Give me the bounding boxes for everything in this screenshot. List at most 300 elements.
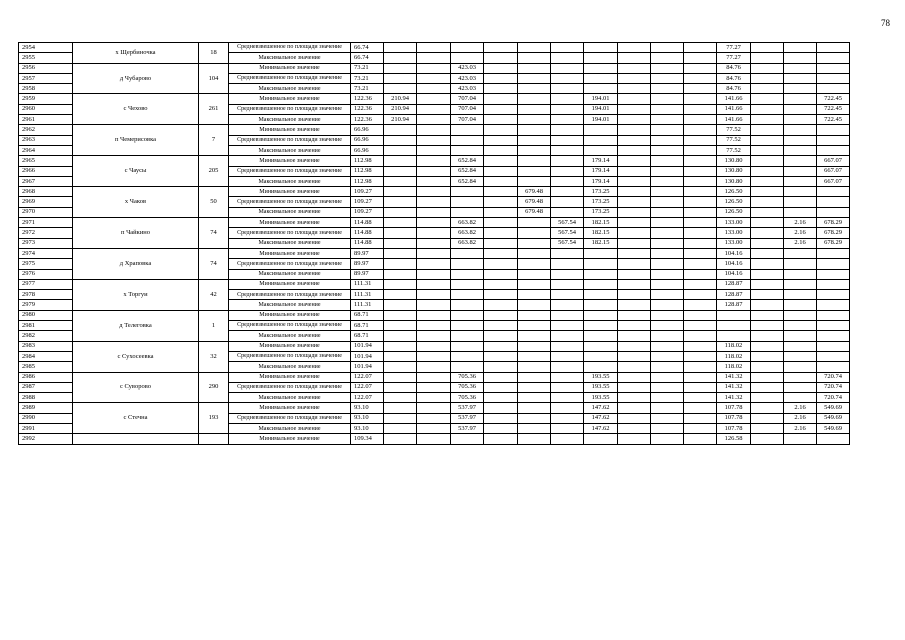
value-cell (618, 187, 651, 197)
value-cell (651, 104, 684, 114)
value-cell (484, 259, 518, 269)
value-cell (384, 228, 417, 238)
value-cell (384, 218, 417, 228)
value-cell (584, 84, 618, 94)
value-cell (384, 351, 417, 361)
value-cell (817, 341, 850, 351)
value-cell (484, 341, 518, 351)
value-cell (684, 382, 717, 392)
value-cell (384, 145, 417, 155)
table-row (19, 310, 850, 320)
value-cell (684, 300, 717, 310)
value-cell (417, 197, 451, 207)
value-type-label: Максимальное значение (229, 145, 351, 155)
row-number: 2987 (19, 382, 73, 392)
value-cell (817, 259, 850, 269)
settlement-population (199, 434, 229, 444)
value-cell (684, 372, 717, 382)
value-type-label: Минимальное значение (229, 434, 351, 444)
value-cell (784, 125, 817, 135)
value-cell (518, 156, 551, 166)
value-cell (751, 197, 784, 207)
value-cell: 68.71 (351, 321, 384, 331)
value-cell (584, 362, 618, 372)
settlement-name: п Чемерисовка (73, 125, 199, 156)
value-cell (751, 434, 784, 444)
value-cell (484, 331, 518, 341)
value-cell (684, 145, 717, 155)
value-type-label: Максимальное значение (229, 207, 351, 217)
table-row (19, 248, 850, 258)
value-cell (784, 300, 817, 310)
table-row (19, 341, 850, 351)
value-cell (384, 125, 417, 135)
row-number: 2962 (19, 125, 73, 135)
value-cell: 210.94 (384, 94, 417, 104)
value-cell (618, 290, 651, 300)
value-cell (684, 43, 717, 53)
value-cell: 104.16 (717, 269, 751, 279)
value-cell (651, 372, 684, 382)
value-cell (751, 207, 784, 217)
value-cell (817, 331, 850, 341)
value-cell: 101.94 (351, 351, 384, 361)
settlement-population: 74 (199, 218, 229, 249)
value-cell: 128.87 (717, 300, 751, 310)
value-cell (417, 135, 451, 145)
value-cell (518, 341, 551, 351)
value-cell (484, 207, 518, 217)
value-cell (417, 290, 451, 300)
value-cell (518, 413, 551, 423)
value-cell (484, 156, 518, 166)
value-cell (417, 269, 451, 279)
value-cell: 652.84 (451, 176, 484, 186)
table-row (19, 43, 850, 53)
value-cell (817, 362, 850, 372)
value-cell (384, 207, 417, 217)
value-cell (784, 248, 817, 258)
value-cell (417, 413, 451, 423)
value-cell: 114.88 (351, 238, 384, 248)
value-cell (751, 238, 784, 248)
value-cell (817, 279, 850, 289)
value-cell (751, 228, 784, 238)
row-number: 2964 (19, 145, 73, 155)
value-cell (784, 321, 817, 331)
value-cell (384, 423, 417, 433)
value-type-label: Максимальное значение (229, 331, 351, 341)
value-cell (518, 135, 551, 145)
value-cell: 133.00 (717, 238, 751, 248)
value-cell (518, 269, 551, 279)
value-cell (684, 248, 717, 258)
value-cell (784, 372, 817, 382)
value-cell (817, 43, 850, 53)
value-cell: 109.27 (351, 207, 384, 217)
row-number: 2963 (19, 135, 73, 145)
value-cell (417, 218, 451, 228)
value-cell (518, 382, 551, 392)
value-cell: 130.80 (717, 176, 751, 186)
value-cell (484, 423, 518, 433)
value-cell (518, 290, 551, 300)
value-cell: 84.76 (717, 73, 751, 83)
value-type-label: Минимальное значение (229, 156, 351, 166)
row-number: 2977 (19, 279, 73, 289)
value-cell (518, 73, 551, 83)
value-cell: 84.76 (717, 84, 751, 94)
value-cell (751, 166, 784, 176)
value-cell (651, 115, 684, 125)
value-cell (784, 351, 817, 361)
value-cell (684, 166, 717, 176)
value-cell (518, 228, 551, 238)
value-cell (651, 341, 684, 351)
value-cell (684, 259, 717, 269)
value-cell (751, 310, 784, 320)
value-cell (817, 53, 850, 63)
row-number: 2973 (19, 238, 73, 248)
value-cell (618, 94, 651, 104)
value-cell (484, 279, 518, 289)
value-cell (417, 331, 451, 341)
value-cell (417, 63, 451, 73)
value-cell: 2.16 (784, 413, 817, 423)
value-cell (784, 279, 817, 289)
settlement-name: х Чаков (73, 187, 199, 218)
value-cell (817, 187, 850, 197)
value-cell (518, 145, 551, 155)
value-cell (551, 156, 584, 166)
value-cell (817, 207, 850, 217)
value-type-label: Максимальное значение (229, 115, 351, 125)
value-cell (518, 218, 551, 228)
value-cell (484, 135, 518, 145)
value-cell (484, 145, 518, 155)
value-cell (651, 434, 684, 444)
value-cell (784, 259, 817, 269)
value-cell: 707.04 (451, 115, 484, 125)
value-cell (417, 228, 451, 238)
value-cell (817, 84, 850, 94)
value-cell (518, 238, 551, 248)
value-cell (618, 413, 651, 423)
data-table (18, 42, 850, 445)
value-type-label: Минимальное значение (229, 372, 351, 382)
value-cell (451, 351, 484, 361)
value-cell (484, 43, 518, 53)
value-cell (584, 300, 618, 310)
value-cell (651, 207, 684, 217)
value-cell (417, 341, 451, 351)
value-cell (651, 259, 684, 269)
row-number: 2972 (19, 228, 73, 238)
value-cell (717, 310, 751, 320)
value-cell (618, 207, 651, 217)
value-cell (518, 331, 551, 341)
value-cell (751, 372, 784, 382)
value-type-label: Минимальное значение (229, 279, 351, 289)
value-cell: 141.66 (717, 104, 751, 114)
value-cell (618, 156, 651, 166)
value-cell: 122.07 (351, 382, 384, 392)
value-cell (484, 73, 518, 83)
value-cell (451, 331, 484, 341)
row-number: 2976 (19, 269, 73, 279)
value-cell: 104.16 (717, 248, 751, 258)
value-cell (751, 351, 784, 361)
value-cell (451, 43, 484, 53)
value-cell (451, 259, 484, 269)
value-cell (651, 238, 684, 248)
value-cell (584, 279, 618, 289)
value-cell (518, 104, 551, 114)
value-cell (484, 351, 518, 361)
value-cell (618, 53, 651, 63)
value-cell (651, 187, 684, 197)
value-cell (618, 197, 651, 207)
value-cell (518, 403, 551, 413)
row-number: 2965 (19, 156, 73, 166)
value-cell (784, 73, 817, 83)
value-cell (417, 84, 451, 94)
value-cell (384, 393, 417, 403)
value-cell (684, 290, 717, 300)
value-cell (751, 248, 784, 258)
value-cell (618, 362, 651, 372)
value-cell (551, 197, 584, 207)
value-cell (784, 382, 817, 392)
value-cell (684, 63, 717, 73)
value-cell (584, 145, 618, 155)
value-cell: 73.21 (351, 63, 384, 73)
value-type-label: Максимальное значение (229, 362, 351, 372)
row-number: 2959 (19, 94, 73, 104)
value-cell (417, 382, 451, 392)
value-cell (417, 53, 451, 63)
value-cell (784, 434, 817, 444)
value-cell (684, 53, 717, 63)
row-number: 2974 (19, 248, 73, 258)
value-cell (618, 331, 651, 341)
value-cell: 109.34 (351, 434, 384, 444)
value-cell (684, 84, 717, 94)
value-cell (551, 382, 584, 392)
value-cell (618, 300, 651, 310)
value-cell (618, 145, 651, 155)
value-cell (618, 423, 651, 433)
value-cell (417, 166, 451, 176)
value-type-label: Средневзвешенное по площади значение (229, 413, 351, 423)
value-cell (518, 434, 551, 444)
value-cell: 537.97 (451, 423, 484, 433)
value-cell (551, 135, 584, 145)
settlement-name: с Суворово (73, 372, 199, 403)
value-cell (484, 382, 518, 392)
value-cell (651, 63, 684, 73)
settlement-population: 18 (199, 43, 229, 64)
row-number: 2989 (19, 403, 73, 413)
value-cell (384, 63, 417, 73)
value-cell (784, 104, 817, 114)
row-number: 2984 (19, 351, 73, 361)
value-cell (618, 176, 651, 186)
value-cell: 722.45 (817, 94, 850, 104)
value-cell (651, 321, 684, 331)
settlement-name: х Торгуи (73, 279, 199, 310)
value-cell: 114.88 (351, 228, 384, 238)
value-cell: 722.45 (817, 104, 850, 114)
value-cell (551, 207, 584, 217)
row-number: 2955 (19, 53, 73, 63)
value-cell (518, 259, 551, 269)
value-cell (684, 197, 717, 207)
value-cell (618, 372, 651, 382)
row-number: 2981 (19, 321, 73, 331)
value-cell (417, 403, 451, 413)
value-cell (651, 362, 684, 372)
value-cell (618, 104, 651, 114)
value-cell (451, 53, 484, 63)
value-cell (551, 187, 584, 197)
value-cell: 679.48 (518, 187, 551, 197)
value-cell: 679.48 (518, 197, 551, 207)
value-cell (384, 403, 417, 413)
value-cell: 182.15 (584, 218, 618, 228)
table-row (19, 94, 850, 104)
value-cell: 77.27 (717, 53, 751, 63)
value-cell: 2.16 (784, 403, 817, 413)
value-cell (451, 135, 484, 145)
value-type-label: Средневзвешенное по площади значение (229, 290, 351, 300)
value-cell: 101.94 (351, 341, 384, 351)
value-cell (551, 310, 584, 320)
value-cell: 126.58 (717, 434, 751, 444)
value-cell (651, 423, 684, 433)
value-cell: 678.29 (817, 218, 850, 228)
value-type-label: Минимальное значение (229, 187, 351, 197)
value-cell (417, 321, 451, 331)
value-cell (651, 218, 684, 228)
value-cell (451, 145, 484, 155)
value-cell: 141.32 (717, 393, 751, 403)
value-cell: 107.78 (717, 413, 751, 423)
row-number: 2961 (19, 115, 73, 125)
value-cell: 663.82 (451, 228, 484, 238)
value-cell (417, 238, 451, 248)
value-cell (751, 63, 784, 73)
value-cell: 173.25 (584, 187, 618, 197)
value-cell (518, 63, 551, 73)
value-type-label: Максимальное значение (229, 300, 351, 310)
value-cell (484, 290, 518, 300)
value-cell (751, 125, 784, 135)
value-cell (684, 94, 717, 104)
value-type-label: Средневзвешенное по площади значение (229, 228, 351, 238)
value-cell (417, 423, 451, 433)
value-cell (817, 300, 850, 310)
value-cell (651, 331, 684, 341)
table-row (19, 372, 850, 382)
value-cell (584, 310, 618, 320)
table-row (19, 218, 850, 228)
value-cell (384, 176, 417, 186)
value-type-label: Средневзвешенное по площади значение (229, 43, 351, 53)
value-cell: 66.74 (351, 43, 384, 53)
value-cell (584, 135, 618, 145)
value-cell (417, 362, 451, 372)
settlement-name: п Чайкино (73, 218, 199, 249)
value-cell (784, 207, 817, 217)
value-cell (684, 125, 717, 135)
value-cell (817, 197, 850, 207)
value-cell (784, 145, 817, 155)
value-cell (484, 403, 518, 413)
value-cell (384, 372, 417, 382)
value-cell (751, 94, 784, 104)
value-cell: 179.14 (584, 176, 618, 186)
value-cell (417, 73, 451, 83)
value-cell: 705.36 (451, 372, 484, 382)
value-cell: 537.97 (451, 403, 484, 413)
value-cell: 179.14 (584, 166, 618, 176)
value-cell (651, 125, 684, 135)
value-cell (451, 321, 484, 331)
value-cell (484, 413, 518, 423)
value-cell (684, 279, 717, 289)
value-cell: 111.31 (351, 300, 384, 310)
value-cell (817, 145, 850, 155)
value-cell: 66.96 (351, 145, 384, 155)
value-cell: 667.07 (817, 156, 850, 166)
value-cell (618, 73, 651, 83)
value-cell: 68.71 (351, 310, 384, 320)
settlement-name: с Стечна (73, 403, 199, 434)
value-cell (417, 43, 451, 53)
settlement-population: 290 (199, 372, 229, 403)
row-number: 2954 (19, 43, 73, 53)
value-cell (651, 43, 684, 53)
row-number: 2988 (19, 393, 73, 403)
value-cell (384, 43, 417, 53)
table-row (19, 125, 850, 135)
value-cell: 122.36 (351, 104, 384, 114)
value-cell (484, 228, 518, 238)
value-cell: 122.07 (351, 372, 384, 382)
value-cell (751, 156, 784, 166)
value-type-label: Максимальное значение (229, 269, 351, 279)
value-type-label: Средневзвешенное по площади значение (229, 321, 351, 331)
value-cell (817, 310, 850, 320)
value-cell (751, 176, 784, 186)
value-cell (551, 166, 584, 176)
value-cell (651, 145, 684, 155)
value-cell: 423.03 (451, 63, 484, 73)
value-cell (684, 341, 717, 351)
value-cell: 111.31 (351, 290, 384, 300)
value-cell: 89.97 (351, 248, 384, 258)
value-cell (717, 321, 751, 331)
value-cell: 130.80 (717, 156, 751, 166)
value-cell: 2.16 (784, 238, 817, 248)
value-cell (518, 43, 551, 53)
value-cell: 93.10 (351, 403, 384, 413)
value-cell (451, 125, 484, 135)
value-cell (417, 434, 451, 444)
row-number: 2986 (19, 372, 73, 382)
value-cell (518, 125, 551, 135)
